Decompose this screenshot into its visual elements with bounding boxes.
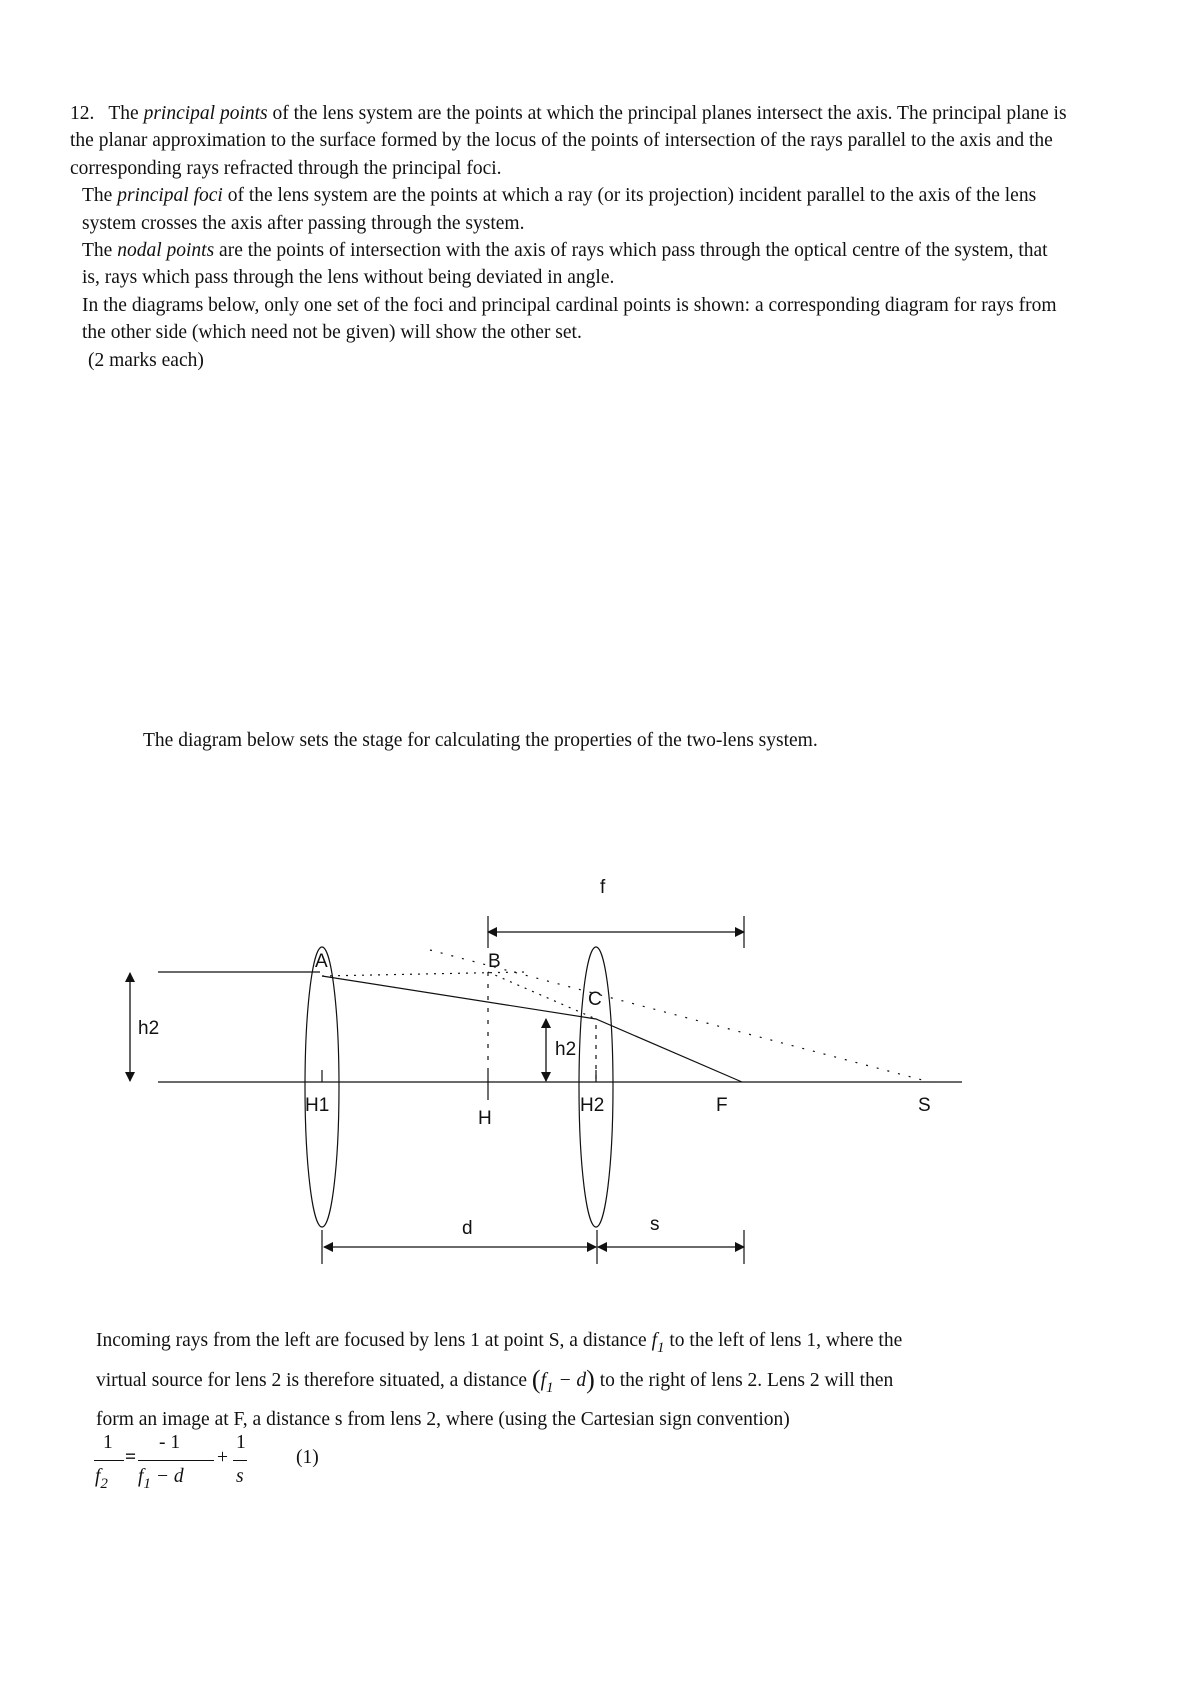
eq-fraction-bar-3 bbox=[233, 1460, 247, 1461]
eq-equals: = bbox=[125, 1447, 137, 1468]
text: to the right of lens 2. Lens 2 will then bbox=[594, 1370, 894, 1391]
var-f: f bbox=[95, 1466, 101, 1487]
label-d: d bbox=[462, 1218, 473, 1239]
explanation-line-1 bbox=[96, 1322, 1126, 1361]
explanation-line-2 bbox=[96, 1361, 1126, 1401]
term-principal-points: principal points bbox=[143, 103, 268, 124]
label-H: H bbox=[478, 1108, 492, 1129]
text: virtual source for lens 2 is therefore situated, a distance bbox=[96, 1370, 532, 1391]
paren-close: ) bbox=[586, 1365, 595, 1394]
label-f: f bbox=[600, 877, 606, 898]
refracted-ray bbox=[322, 976, 742, 1082]
text: of the lens system are the points at which the principal planes intersect the axis. The principal plane is the planar approximation to the surface formed by the locus of the points of intersection of the rays parallel to the axis and the corresponding rays refracted through the principal foci. bbox=[70, 103, 1067, 179]
paragraph-nodal-points bbox=[70, 237, 1070, 292]
eq-num-3: 1 bbox=[236, 1432, 246, 1453]
subscript: 2 bbox=[100, 1476, 108, 1492]
var-f: f bbox=[651, 1330, 658, 1351]
subscript: 1 bbox=[143, 1476, 151, 1492]
label-C: C bbox=[588, 989, 602, 1010]
label-s: s bbox=[650, 1214, 660, 1235]
eq-fraction-bar-2 bbox=[138, 1460, 214, 1461]
lens-1 bbox=[305, 947, 339, 1227]
expr-rest: − d bbox=[150, 1466, 184, 1487]
label-A: A bbox=[315, 951, 328, 972]
eq-num-1: 1 bbox=[103, 1432, 113, 1453]
label-B: B bbox=[488, 951, 501, 972]
paragraph-principal-points bbox=[70, 100, 1070, 182]
question-number: 12. bbox=[70, 103, 95, 124]
projection-A-B bbox=[322, 972, 524, 976]
intro-text bbox=[70, 100, 1070, 374]
subscript: 1 bbox=[545, 1380, 554, 1396]
eq-den-3: s bbox=[236, 1466, 244, 1487]
eq-den-1 bbox=[95, 1466, 108, 1492]
paren-open: ( bbox=[531, 1365, 541, 1394]
subscript: 1 bbox=[657, 1340, 665, 1356]
text: to the left of lens 1, where the bbox=[664, 1330, 903, 1351]
eq-fraction-bar-1 bbox=[94, 1460, 124, 1461]
paragraph-diagrams: In the diagrams below, only one set of the foci and principal cardinal points is shown: a corresponding diagram for rays from the other side (which need not be given) will show the other set. bbox=[82, 294, 1057, 344]
var-f: f bbox=[540, 1370, 546, 1391]
projection-B-C bbox=[488, 972, 596, 1019]
var-f: f bbox=[138, 1466, 144, 1487]
projection-to-S bbox=[430, 950, 930, 1082]
term-nodal-points: nodal points bbox=[117, 240, 215, 262]
eq-tag: (1) bbox=[296, 1447, 319, 1468]
eq-num-2: - 1 bbox=[159, 1432, 181, 1453]
label-h2-left: h2 bbox=[138, 1018, 160, 1039]
label-H2: H2 bbox=[580, 1095, 605, 1116]
text: The bbox=[82, 240, 118, 262]
label-F: F bbox=[716, 1095, 728, 1116]
explanation-line-3: form an image at F, a distance s from lens 2, where (using the Cartesian sign convention) bbox=[96, 1409, 790, 1430]
label-S: S bbox=[918, 1095, 931, 1116]
label-h2-mid: h2 bbox=[555, 1039, 577, 1060]
diagram-caption: The diagram below sets the stage for calculating the properties of the two-lens system. bbox=[143, 730, 818, 751]
equation-1 bbox=[92, 1432, 352, 1502]
text: The bbox=[108, 103, 144, 124]
expr-rest: − d bbox=[553, 1370, 587, 1391]
eq-plus: + bbox=[217, 1447, 228, 1468]
text: Incoming rays from the left are focused by lens 1 at point S, a distance bbox=[96, 1330, 652, 1351]
two-lens-diagram bbox=[0, 860, 1200, 1280]
label-H1: H1 bbox=[305, 1095, 330, 1116]
text: The bbox=[82, 185, 118, 207]
paragraph-principal-foci bbox=[70, 182, 1070, 237]
text: are the points of intersection with the axis of rays which pass through the optical centre of the system, that is, rays which pass through the lens without being deviated in angle. bbox=[82, 240, 1048, 289]
explanation-text bbox=[96, 1322, 1126, 1439]
term-principal-foci: principal foci bbox=[117, 185, 223, 207]
text: of the lens system are the points at which a ray (or its projection) incident parallel to the axis of the lens system crosses the axis after passing through the system. bbox=[82, 185, 1037, 234]
marks-note: (2 marks each) bbox=[88, 349, 204, 371]
eq-den-2 bbox=[138, 1466, 184, 1492]
